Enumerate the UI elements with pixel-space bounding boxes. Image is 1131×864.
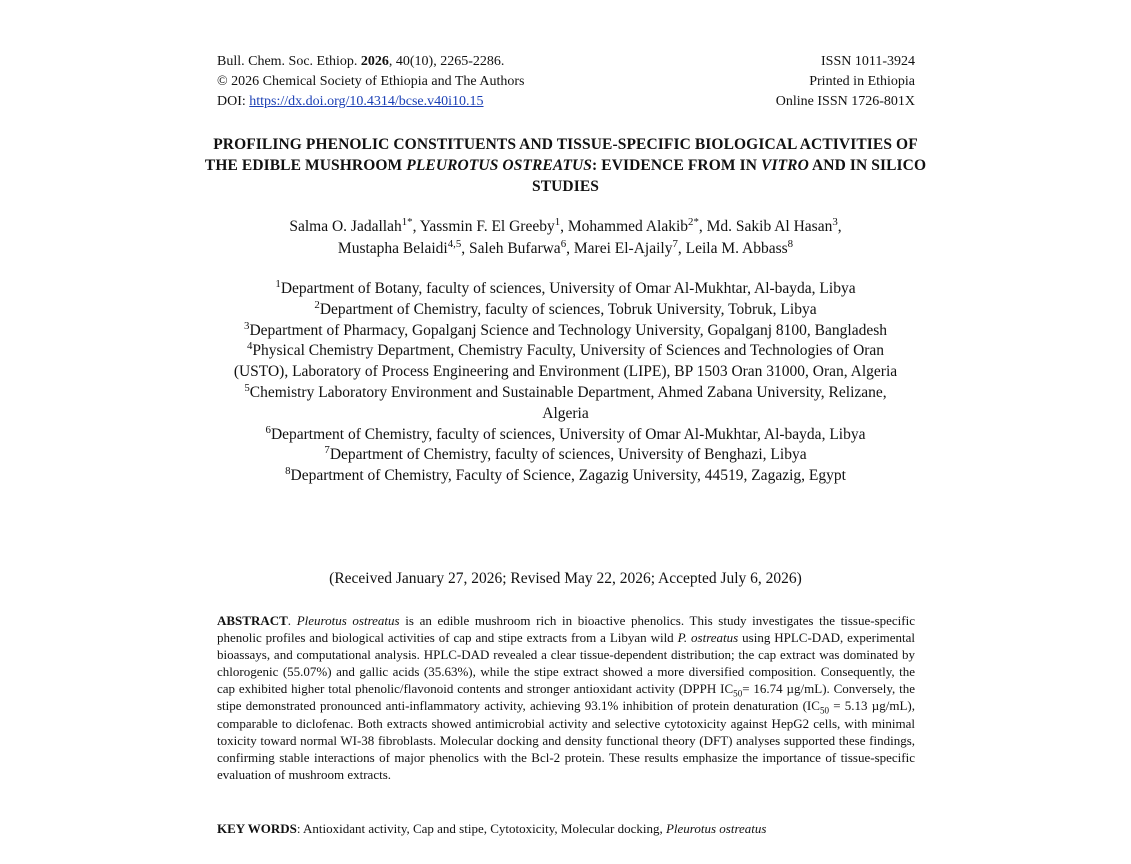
journal-header-right [776, 52, 915, 112]
affiliation [200, 279, 931, 300]
author-sep: , [566, 240, 574, 257]
author-name: Mustapha Belaidi [337, 240, 448, 257]
online-issn: Online ISSN 1726-801X [775, 94, 915, 109]
affiliation [200, 466, 931, 487]
affiliation-number: 2 [314, 298, 320, 311]
affiliation-text: Department of Botany, faculty of sciences, University of Omar Al-Mukhtar, Al-bayda, Libya [280, 280, 856, 297]
doi-line [217, 92, 524, 112]
author [337, 237, 470, 257]
abstract-text-2: using HPLC-DAD, experimental bioassays, and computational analysis. HPLC-DAD revealed a clear tissue-dependent distribution; the cap extract was dominated by chlorogenic (55.07%) and gallic acids (35.63%), while the stipe extract showed a more diversified composition. Consequently, the cap exhibited higher total phenolic/flavonoid contents and stronger antioxidant activity (DPPH IC [217, 630, 915, 697]
affiliation-text: Physical Chemistry Department, Chemistry Faculty, University of Sciences and Technologies of Oran (USTO), Laboratory of Process Engineering and Environment (LIPE), BP 1503 Oran 31000, Oran, Algeria [233, 342, 898, 381]
author [567, 215, 707, 235]
abstract-dot: . [287, 613, 297, 628]
copyright-line: © 2026 Chemical Society of Ethiopia and The Authors [217, 74, 525, 89]
affiliation-number: 4 [246, 340, 253, 353]
journal-volume: , 40(10), 2265-2286. [388, 54, 505, 69]
journal-header-left [217, 52, 524, 112]
author [419, 215, 568, 235]
author-affil-sup: 7 [672, 237, 678, 250]
author [573, 237, 686, 257]
author [289, 215, 420, 235]
author-name: Leila M. Abbass [685, 240, 788, 257]
keywords [217, 820, 915, 837]
author-sep: , [412, 218, 420, 235]
abstract-text: is an edible mushroom rich in bioactive phenolics. This study investigates the tissue-specific phenolic profiles and biological activities of cap and stipe extracts from a Libyan wild [217, 613, 916, 646]
abstract-species: Pleurotus ostreatus [296, 613, 400, 628]
author-list [200, 216, 931, 260]
keywords-species: Pleurotus ostreatus [665, 821, 767, 836]
author-affil-sup: 2* [688, 215, 699, 228]
title-text-3: AND IN SILICO STUDIES [531, 157, 927, 195]
ic50-subscript: 50 [733, 688, 743, 699]
ic50-subscript: 50 [819, 706, 830, 717]
journal-year: 2026 [360, 54, 389, 69]
affiliation [200, 341, 931, 383]
author-name: Saleh Bufarwa [469, 240, 561, 257]
author-name: Marei El-Ajaily [573, 240, 673, 257]
abstract-label: ABSTRACT [217, 613, 288, 628]
affiliation-text: Department of Chemistry, Faculty of Science, Zagazig University, 44519, Zagazig, Egypt [290, 467, 846, 485]
affiliation [200, 300, 931, 321]
affiliation [200, 383, 931, 425]
affiliation-number: 6 [265, 423, 271, 436]
author-name: Mohammed Alakib [567, 218, 689, 235]
affiliation-number: 5 [244, 381, 250, 394]
affiliation [200, 445, 931, 466]
paper-title [200, 134, 931, 197]
author-sep: , [837, 218, 842, 235]
author-affil-sup: 1* [401, 215, 413, 228]
author-sep: , [698, 218, 707, 235]
affiliation-number: 3 [244, 319, 250, 332]
issn: ISSN 1011-3924 [821, 54, 915, 69]
affiliation-text: Department of Chemistry, faculty of sciences, University of Omar Al-Mukhtar, Al-bayda, Libya [270, 425, 866, 443]
author [706, 215, 842, 235]
title-text: PROFILING PHENOLIC CONSTITUENTS AND TISSUE-SPECIFIC BIOLOGICAL ACTIVITIES OF THE EDIBLE MUSHROOM [204, 136, 918, 174]
affiliation-text: Department of Pharmacy, Gopalganj Science and Technology University, Gopalganj 8100, Bangladesh [249, 321, 887, 339]
author-affil-sup: 1 [554, 215, 561, 228]
received-dates: (Received January 27, 2026; Revised May 22, 2026; Accepted July 6, 2026) [329, 570, 802, 587]
title-vitro: VITRO [761, 157, 809, 174]
title-species: PLEUROTUS OSTREATUS [406, 157, 593, 174]
author-affil-sup: 8 [787, 237, 794, 250]
affiliation-number: 8 [285, 465, 291, 478]
affiliation-number: 1 [275, 277, 281, 290]
author-sep: , [461, 240, 470, 257]
keywords-text: : Antioxidant activity, Cap and stipe, Cytotoxicity, Molecular docking, [296, 821, 666, 836]
author-affil-sup: 3 [832, 215, 838, 228]
doi-link[interactable]: https://dx.doi.org/10.4314/bcse.v40i10.15 [249, 94, 484, 109]
author [685, 237, 794, 257]
affiliation-number: 7 [324, 444, 330, 457]
abstract-text-4: = 5.13 µg/mL), comparable to diclofenac. Both extracts showed antimicrobial activity and selective cytotoxicity against HepG2 cells, with minimal toxicity toward normal WI-38 fibroblasts. Molecular docking and density functional theory (DFT) analyses supported these findings, confirming stable interactions of major phenolics with the Bcl-2 protein. These results emphasize the importance of tissue-specific evaluation of mushroom extracts. [217, 698, 915, 782]
affiliation-text: Department of Chemistry, faculty of sciences, University of Benghazi, Libya [329, 446, 807, 464]
doi-label: DOI: [217, 94, 250, 109]
keywords-label: KEY WORDS [217, 821, 297, 836]
author-sep: , [677, 240, 686, 257]
author-affil-sup: 6 [560, 237, 567, 250]
author-name: Salma O. Jadallah [289, 218, 402, 235]
abstract [217, 612, 915, 783]
printed-in: Printed in Ethiopia [809, 74, 915, 89]
abstract-species-short: P. ostreatus [677, 630, 739, 646]
affiliation-text: Chemistry Laboratory Environment and Sustainable Department, Ahmed Zabana University, Relizane, Algeria [249, 383, 887, 422]
abstract-text-3: = 16.74 µg/mL). Conversely, the stipe demonstrated pronounced anti-inflammatory activity, achieving 93.1% inhibition of protein denaturation (IC [217, 681, 915, 714]
author-name: Md. Sakib Al Hasan [706, 218, 833, 235]
title-text-2: : EVIDENCE FROM IN [592, 157, 761, 174]
journal-name: Bull. Chem. Soc. Ethiop. [217, 54, 361, 69]
affiliation-text: Department of Chemistry, faculty of sciences, Tobruk University, Tobruk, Libya [319, 300, 817, 318]
author-sep: , [560, 218, 568, 235]
journal-citation [217, 52, 524, 72]
author-affil-sup: 4,5 [447, 237, 462, 250]
affiliation [200, 425, 931, 446]
author-name: Yassmin F. El Greeby [419, 218, 555, 235]
author [469, 237, 574, 257]
affiliation [200, 321, 931, 342]
affiliation-list [200, 279, 931, 487]
